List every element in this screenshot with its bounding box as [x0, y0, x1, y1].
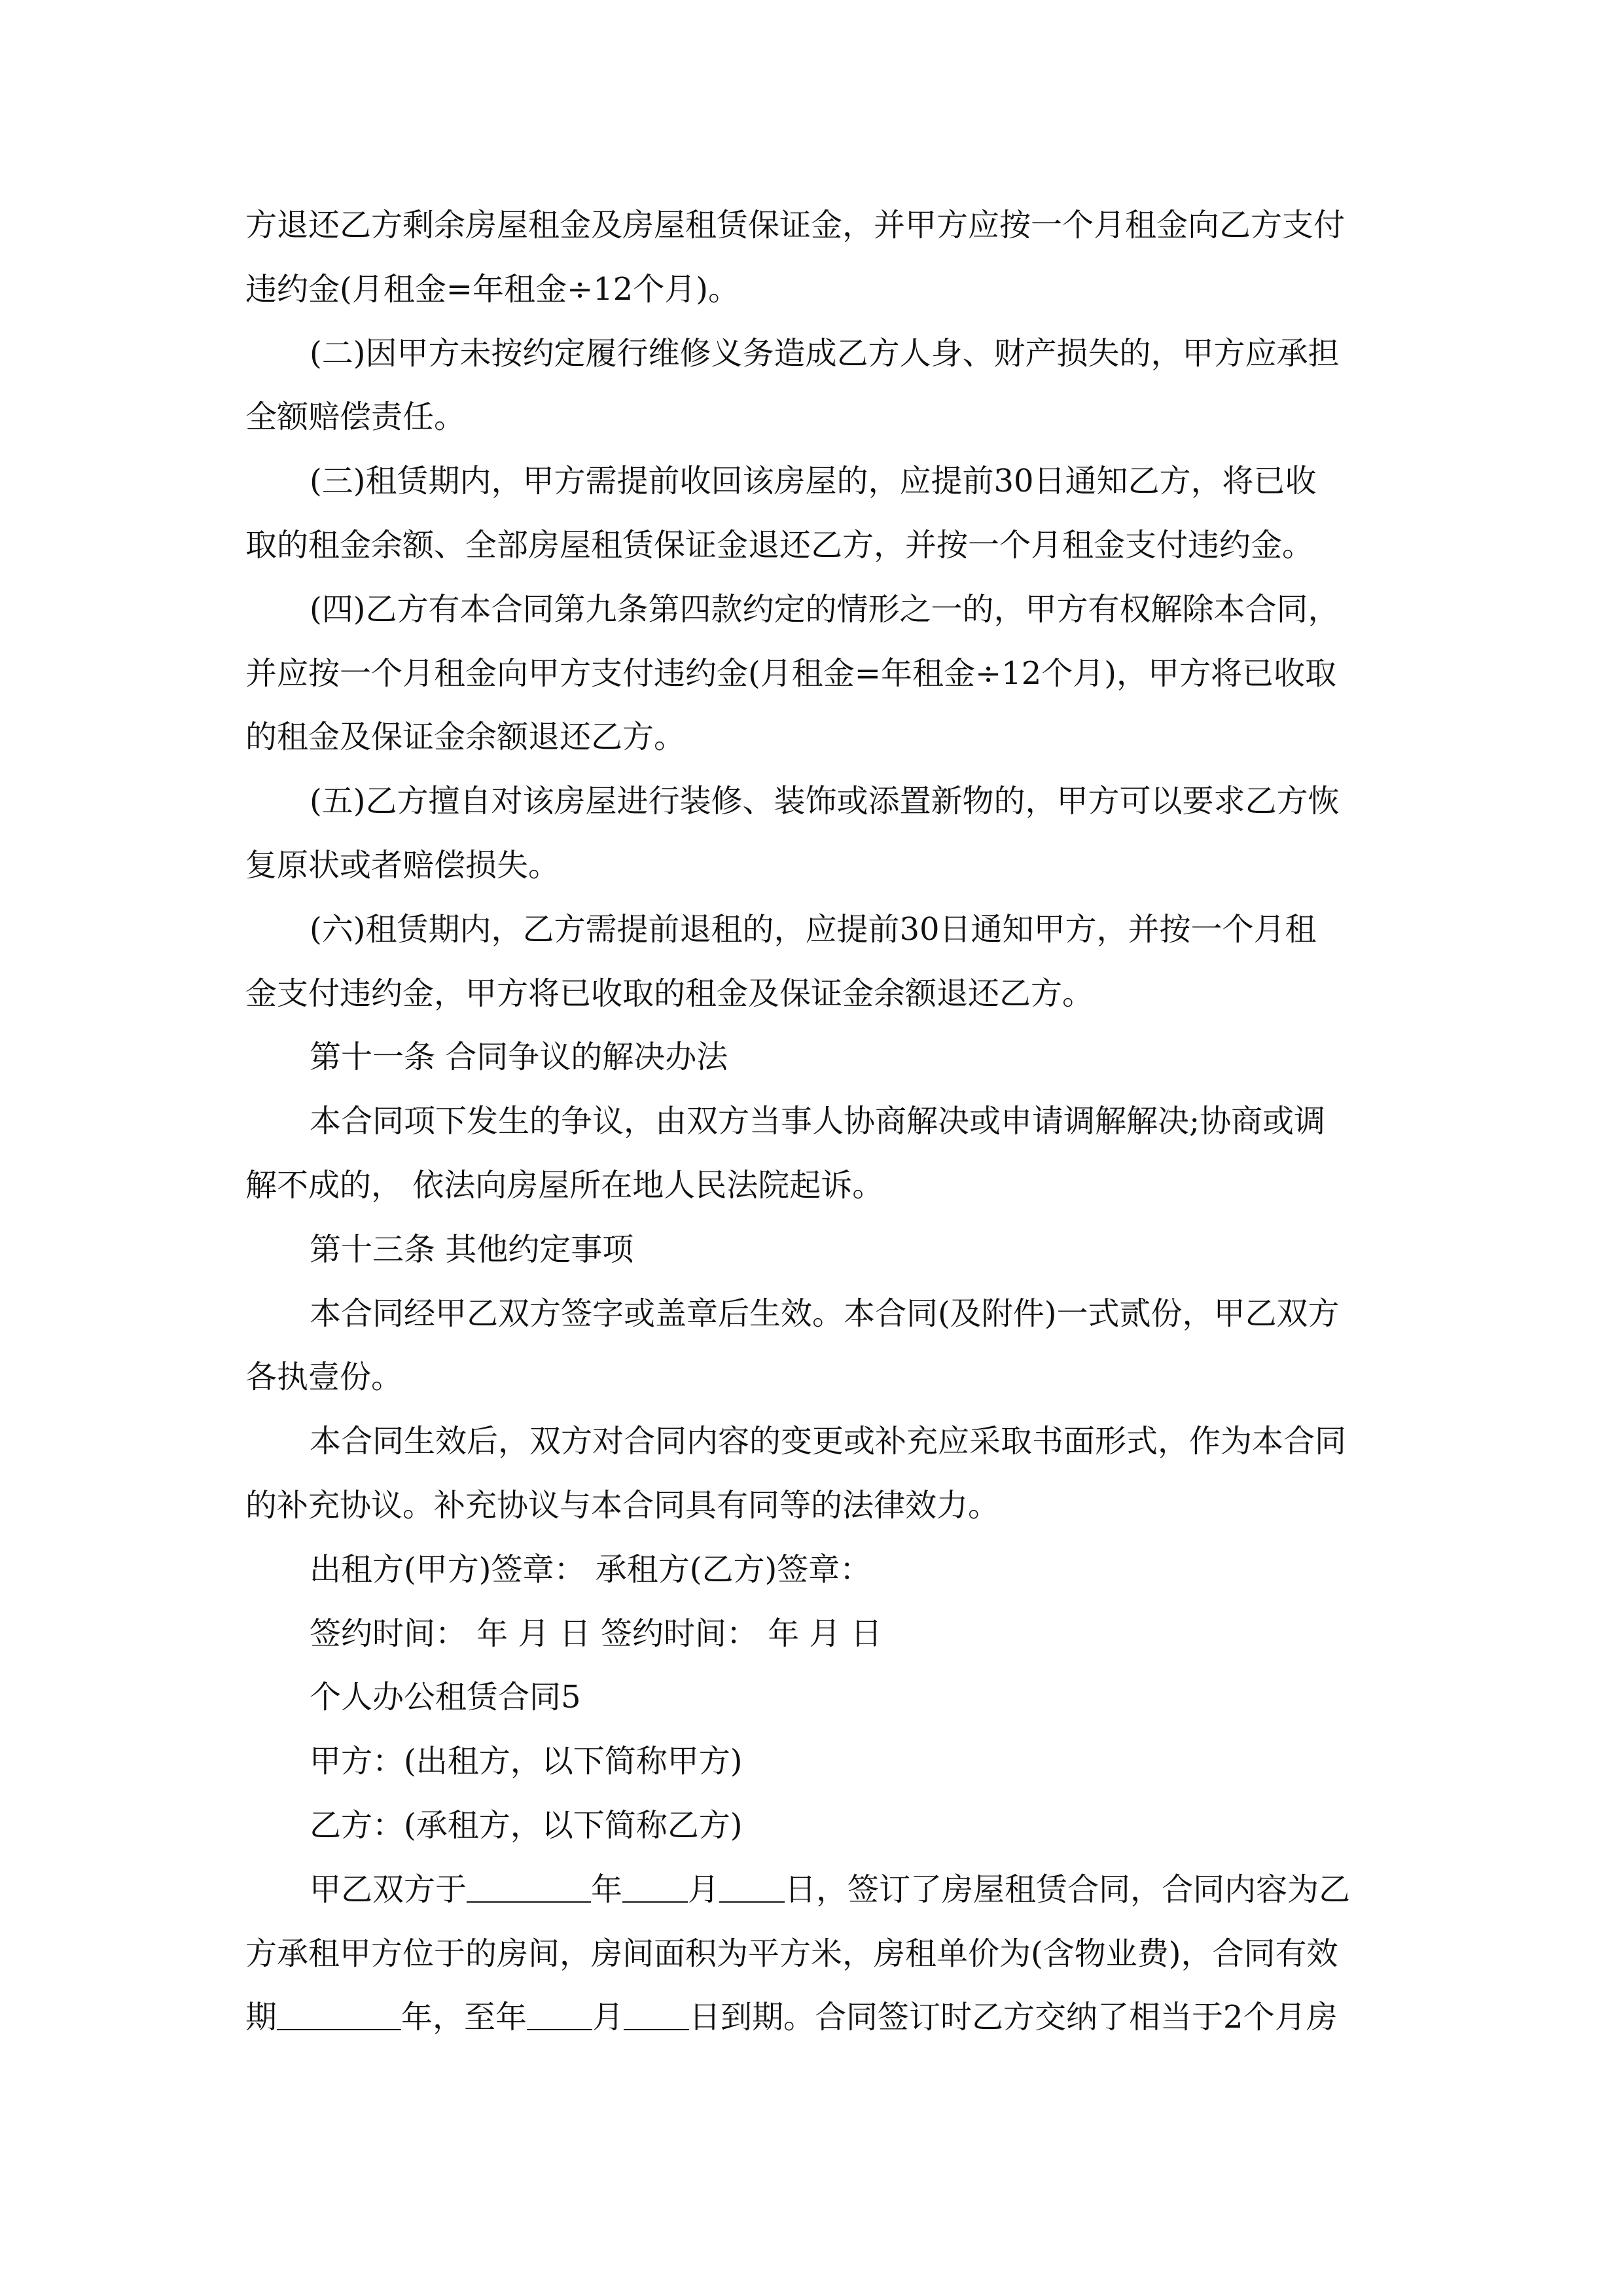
fill-in-paragraph — [245, 1858, 1378, 1922]
clause-paragraph: 本合同生效后，双方对合同内容的变更或补充应采取书面形式，作为本合同 — [310, 1423, 1347, 1460]
fill-in-line — [245, 1986, 1378, 2050]
text-line: 复原状或者赔偿损失。 — [245, 846, 560, 884]
clause-paragraph: 本合同项下发生的争议，由双方当事人协商解决或申请调解解决;协商或调 — [310, 1103, 1326, 1140]
party-a-line: 甲方：(出租方，以下简称甲方) — [310, 1743, 743, 1780]
clause-paragraph: (五)乙方擅自对该房屋进行装修、装饰或添置新物的，甲方可以要求乙方恢 — [310, 783, 1340, 820]
clause-paragraph: (二)因甲方未按约定履行维修义务造成乙方人身、财产损失的，甲方应承担 — [310, 334, 1340, 372]
contract-title: 个人办公租赁合同5 — [310, 1679, 581, 1716]
section-heading: 第十一条 合同争议的解决办法 — [310, 1039, 728, 1076]
text-line: 取的租金余额、全部房屋租赁保证金退还乙方，并按一个月租金支付违约金。 — [245, 526, 1314, 564]
blank-day — [719, 1870, 785, 1903]
signature-line: 出租方(甲方)签章： 承租方(乙方)签章： — [310, 1551, 872, 1588]
blank-month — [527, 1998, 592, 2030]
fill-text: 月 — [592, 1999, 624, 2036]
text-line: 金支付违约金，甲方将已收取的租金及保证金余额退还乙方。 — [245, 975, 1094, 1012]
blank-year — [467, 1870, 591, 1903]
clause-paragraph: (六)租赁期内，乙方需提前退租的，应提前30日通知甲方，并按一个月租 — [310, 910, 1317, 948]
clause-paragraph: (四)乙方有本合同第九条第四款约定的情形之一的，甲方有权解除本合同， — [310, 590, 1340, 628]
text-line: 方承租甲方位于的房间，房间面积为平方米，房租单价为(含物业费)，合同有效 — [245, 1935, 1338, 1972]
clause-paragraph: (三)租赁期内，甲方需提前收回该房屋的，应提前30日通知乙方，将已收 — [310, 463, 1317, 500]
text-line: 的租金及保证金余额退还乙方。 — [245, 719, 686, 756]
contract-text — [245, 194, 1378, 2050]
blank-term — [277, 1998, 401, 2030]
fill-text: 甲乙双方于 — [310, 1871, 467, 1908]
fill-text: 年 — [591, 1871, 623, 1908]
fill-text: 月 — [688, 1871, 720, 1908]
text-line: 各执壹份。 — [245, 1359, 403, 1396]
text-line: 违约金(月租金=年租金÷12个月)。 — [245, 270, 740, 308]
clause-paragraph: 本合同经甲乙双方签字或盖章后生效。本合同(及附件)一式贰份，甲乙双方 — [310, 1295, 1340, 1332]
fill-text: 日到期。合同签订时乙方交纳了相当于2个月房 — [689, 1999, 1338, 2036]
text-line: 解不成的， 依法向房屋所在地人民法院起诉。 — [245, 1166, 884, 1204]
signing-date-line: 签约时间： 年 月 日 签约时间： 年 月 日 — [310, 1615, 882, 1652]
text-line: 的补充协议。补充协议与本合同具有同等的法律效力。 — [245, 1486, 1000, 1524]
blank-day — [624, 1998, 689, 2030]
blank-month — [622, 1870, 688, 1903]
text-line: 并应按一个月租金向甲方支付违约金(月租金=年租金÷12个月)，甲方将已收取 — [245, 655, 1336, 692]
fill-text: 日，签订了房屋租赁合同，合同内容为乙 — [785, 1871, 1351, 1908]
text-line: 全额赔偿责任。 — [245, 399, 466, 436]
section-heading: 第十三条 其他约定事项 — [310, 1230, 634, 1268]
fill-text: 年，至年 — [401, 1999, 527, 2036]
text-line: 方退还乙方剩余房屋租金及房屋租赁保证金，并甲方应按一个月租金向乙方支付 — [245, 207, 1346, 243]
fill-text: 期 — [245, 1999, 277, 2036]
party-b-line: 乙方：(承租方，以下简称乙方) — [310, 1806, 743, 1844]
